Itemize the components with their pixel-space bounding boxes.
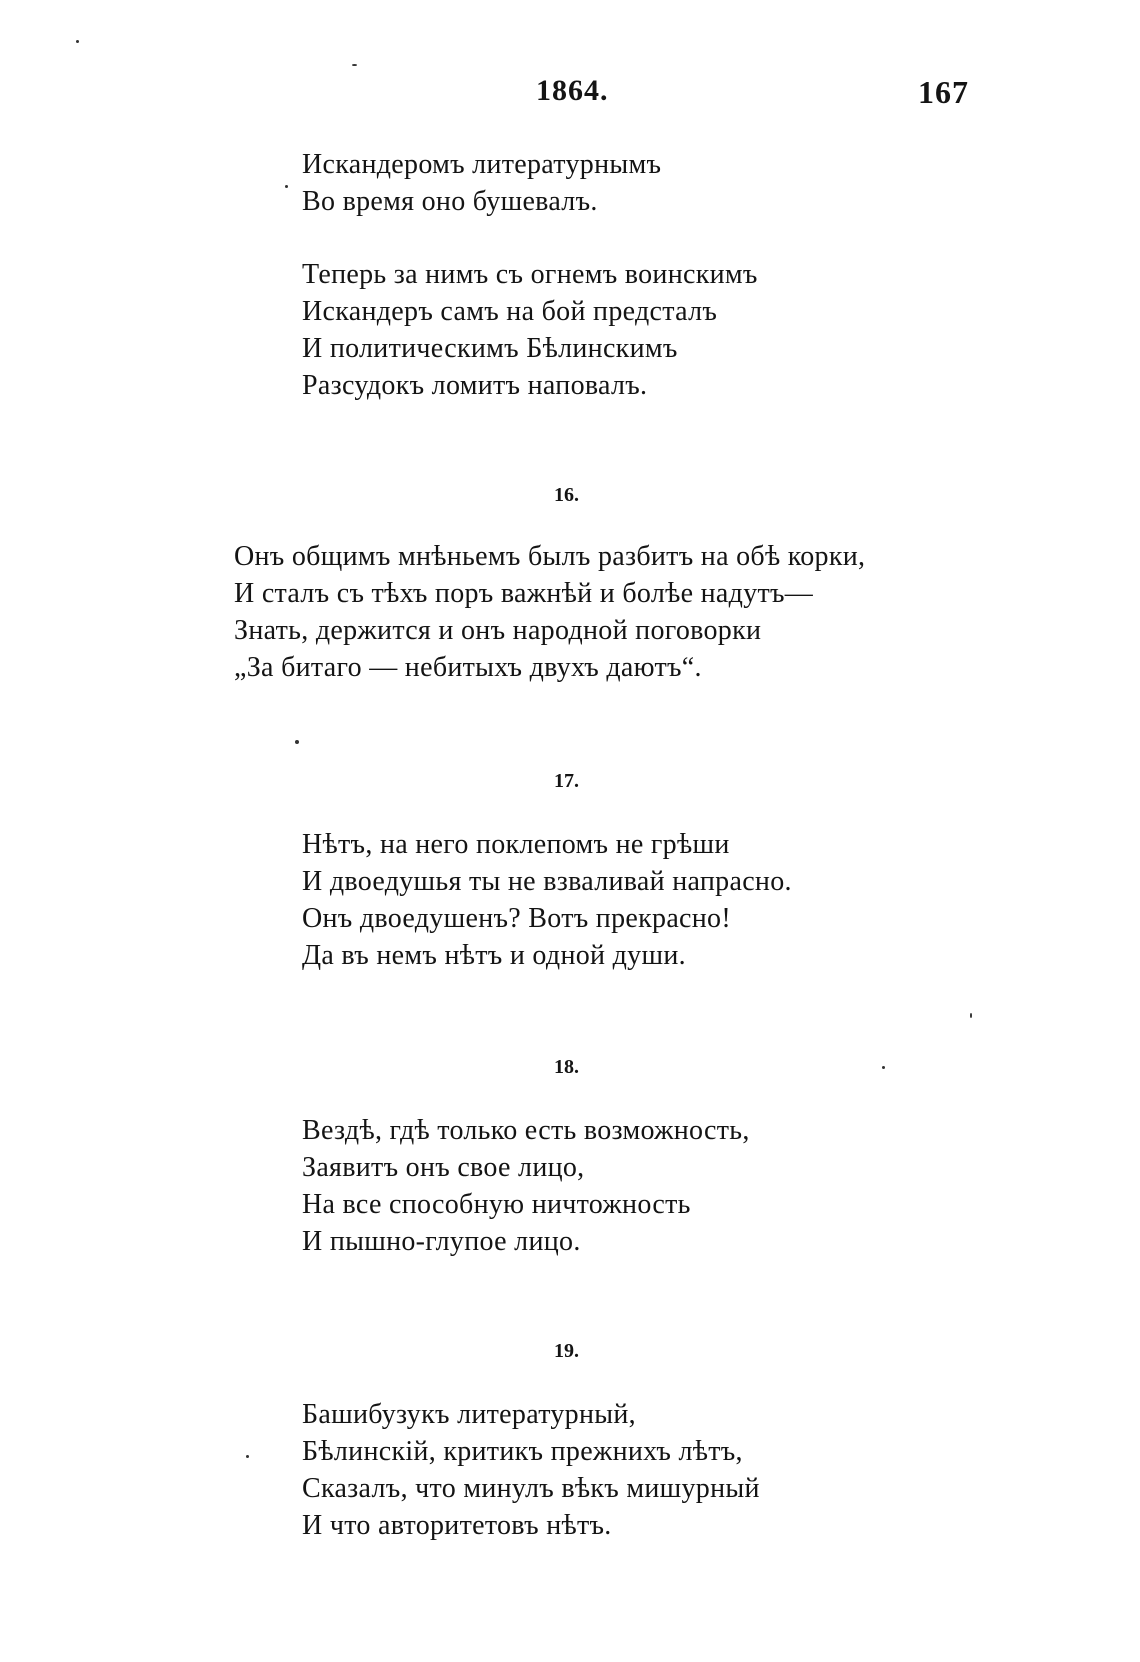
stanza-18 [302, 1112, 750, 1260]
scan-speck [246, 1455, 249, 1458]
page-number: 167 [918, 74, 969, 110]
stanza-17 [302, 826, 792, 974]
scan-speck [285, 185, 288, 188]
verse-line: Вездѣ, гдѣ только есть возможность, [302, 1115, 750, 1146]
verse-line: И сталъ съ тѣхъ поръ важнѣй и болѣе надутъ— [234, 578, 814, 609]
running-header-year: 1864. [536, 74, 609, 107]
verse-line: Онъ общимъ мнѣньемъ былъ разбитъ на обѣ корки, [234, 541, 866, 572]
stanza-16 [234, 538, 865, 686]
verse-line: Искандеръ самъ на бой предсталъ [302, 296, 718, 327]
stanza-second [302, 256, 758, 404]
verse-line: И двоедушья ты не взваливай напрасно. [302, 866, 792, 897]
verse-line: Бѣлинскій, критикъ прежнихъ лѣтъ, [302, 1436, 743, 1467]
stanza-continued [302, 146, 661, 220]
verse-line: Сказалъ, что минулъ вѣкъ мишурный [302, 1473, 760, 1504]
verse-line: Заявитъ онъ свое лицо, [302, 1152, 585, 1183]
verse-line: „За битаго — небитыхъ двухъ даютъ“. [234, 652, 702, 683]
verse-line: Онъ двоедушенъ? Вотъ прекрасно! [302, 903, 731, 934]
verse-line: Нѣтъ, на него поклепомъ не грѣши [302, 829, 730, 860]
stanza-number: 18. [554, 1056, 579, 1078]
verse-line: Да въ немъ нѣтъ и одной души. [302, 940, 686, 971]
stanza-number: 17. [554, 770, 579, 792]
verse-line: Башибузукъ литературный, [302, 1399, 636, 1430]
scan-speck [76, 40, 79, 43]
verse-line: И что авторитетовъ нѣтъ. [302, 1510, 612, 1541]
verse-line: Знать, держится и онъ народной поговорки [234, 615, 762, 646]
scan-speck [882, 1066, 885, 1069]
verse-line: На все способную ничтожность [302, 1189, 691, 1220]
stanza-19 [302, 1396, 760, 1544]
verse-line: Искандеромъ литературнымъ [302, 149, 662, 180]
stanza-number: 19. [554, 1340, 579, 1362]
verse-line: Теперь за нимъ съ огнемъ воинскимъ [302, 259, 758, 290]
scan-speck [970, 1013, 972, 1018]
scan-speck [295, 740, 299, 744]
verse-line: Разсудокъ ломитъ наповалъ. [302, 370, 648, 401]
verse-line: И пышно-глупое лицо. [302, 1226, 581, 1257]
verse-line: Во время оно бушевалъ. [302, 186, 598, 217]
stanza-number: 16. [554, 484, 579, 506]
scan-speck [352, 64, 357, 66]
verse-line: И политическимъ Бѣлинскимъ [302, 333, 678, 364]
